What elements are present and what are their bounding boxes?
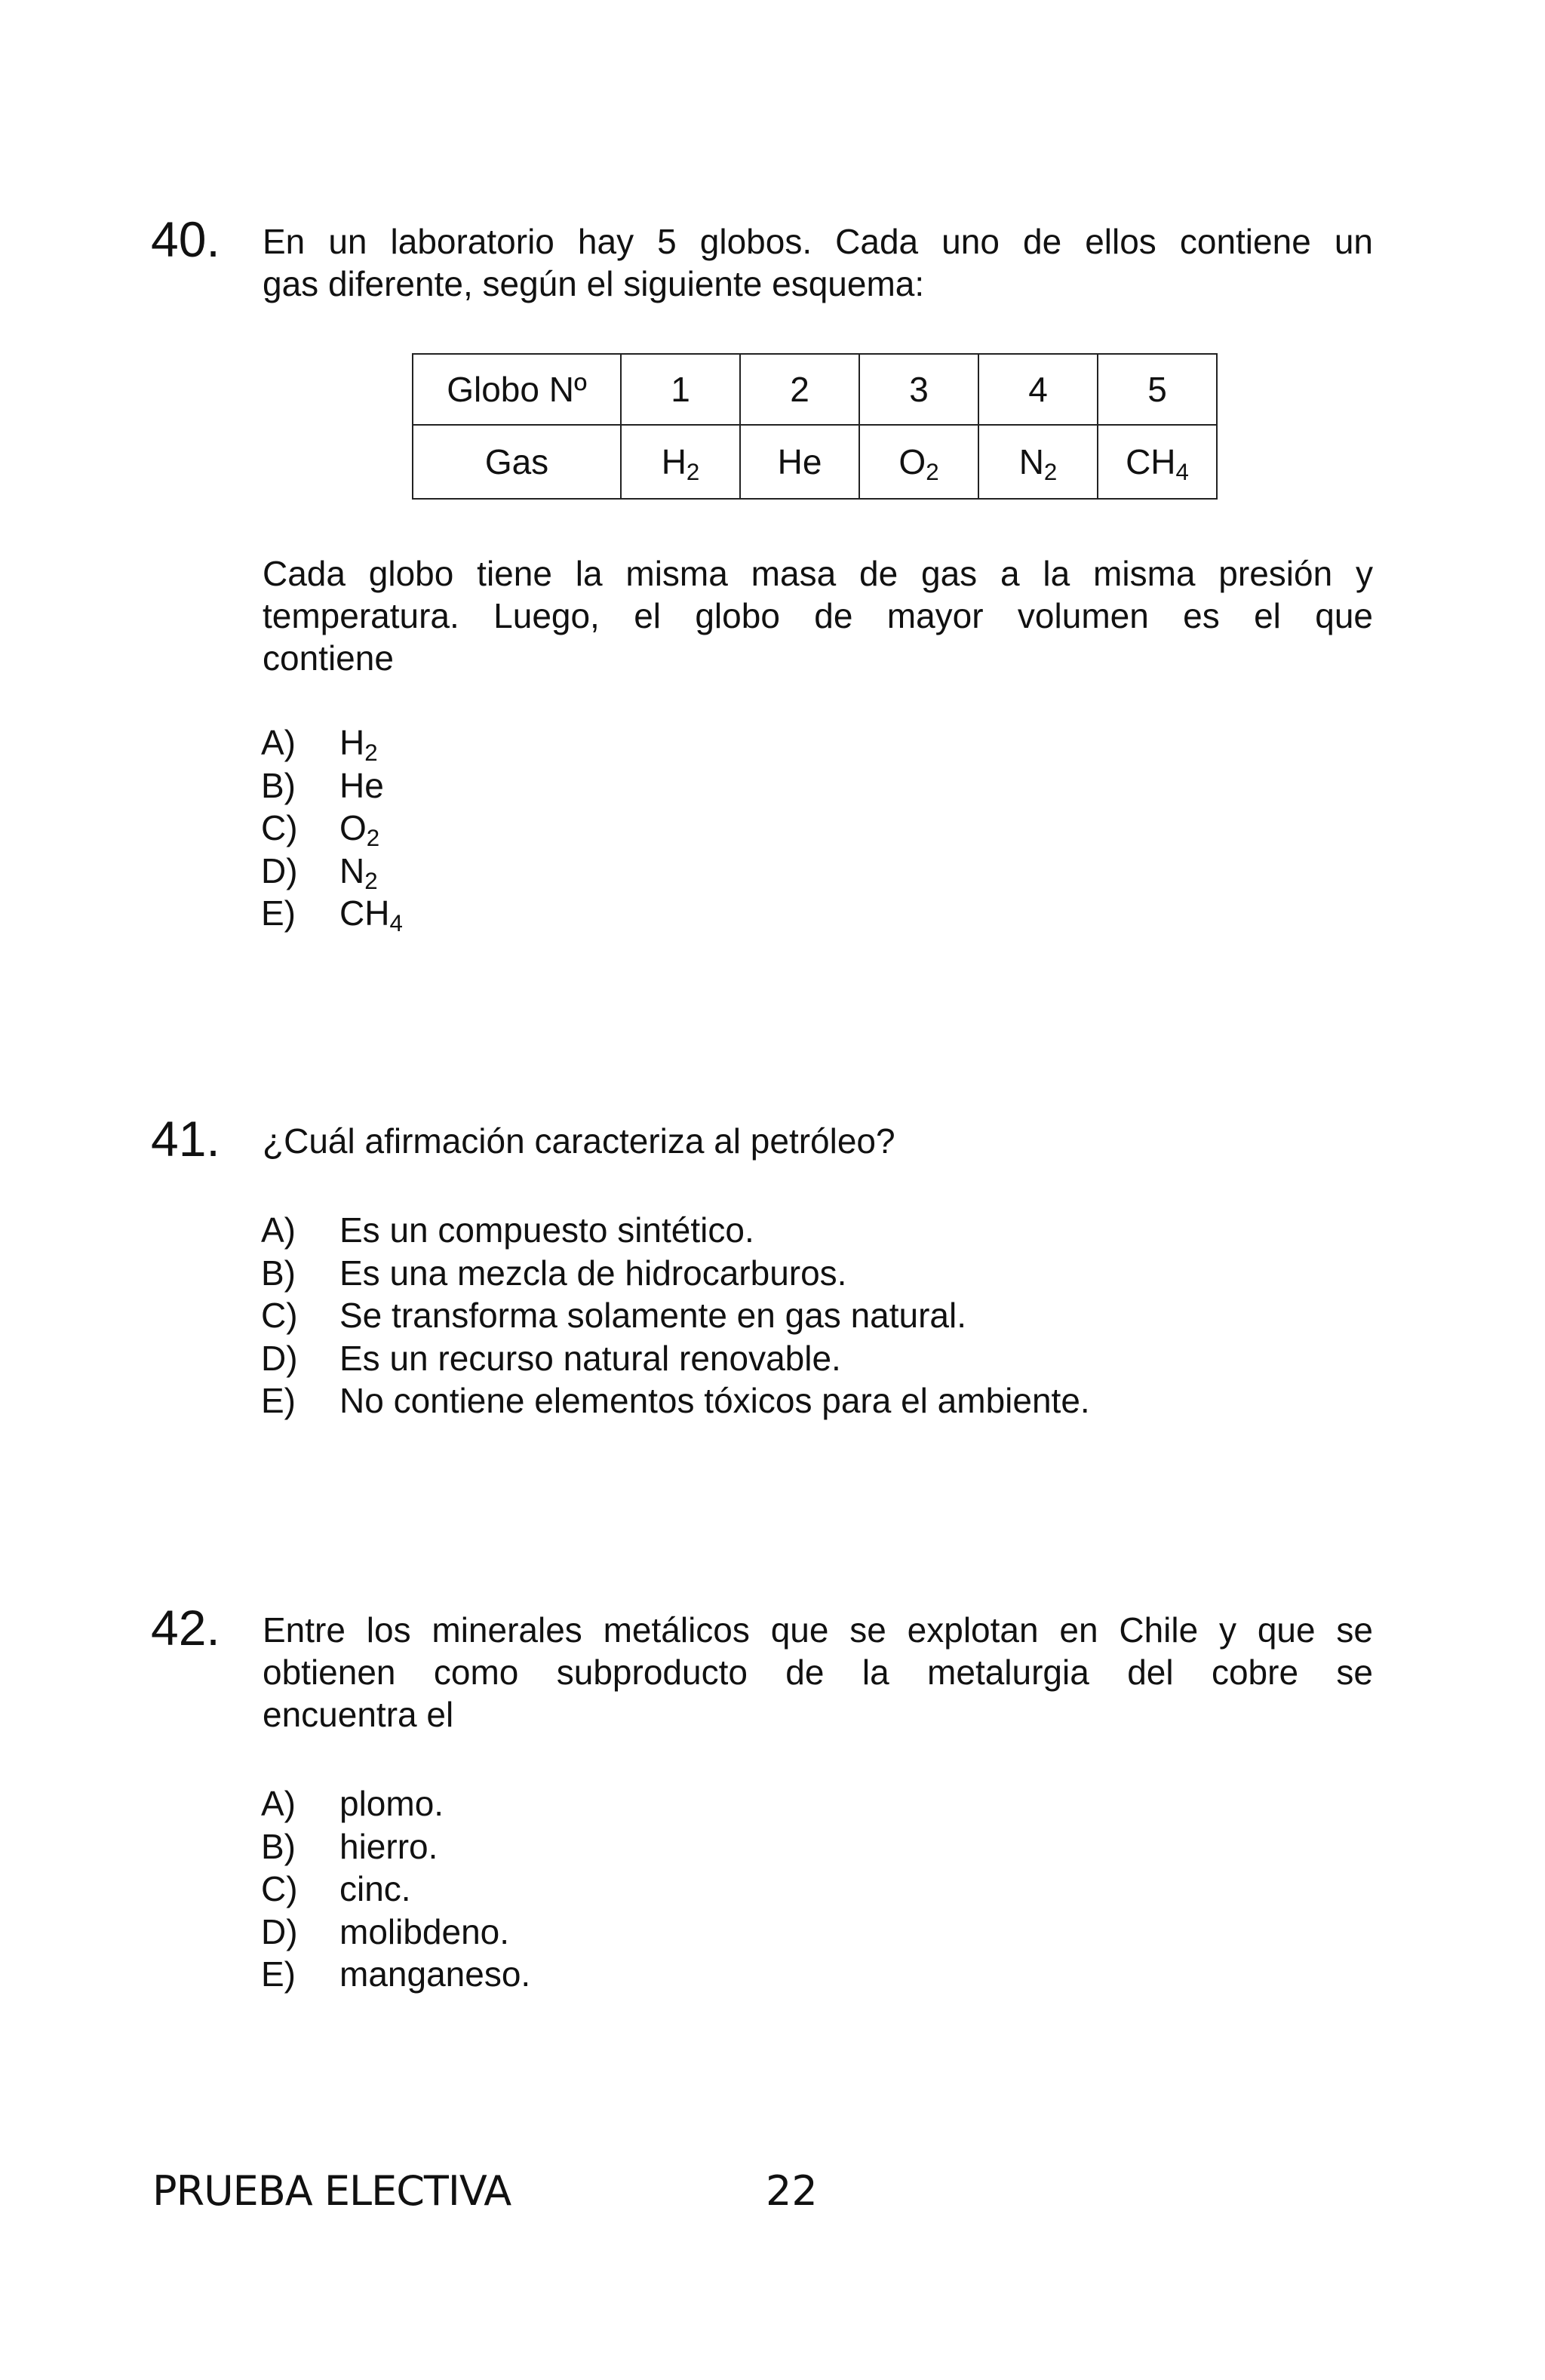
option-a [261,1209,1090,1252]
question-42-options [261,1782,530,1996]
page-number: 22 [766,2167,818,2215]
stem-line: obtienen como subproducto de la metalurgia del cobre se [263,1653,1373,1692]
formula-subscript: 2 [366,824,380,851]
option-c [261,807,403,850]
question-40-prompt [263,552,1373,679]
option-letter: C) [261,1296,298,1335]
option-b [261,764,403,807]
formula-base: He [339,765,384,805]
stem-line: Entre los minerales metálicos que se explotan en Chile y que se [263,1610,1373,1650]
option-d [261,1911,530,1954]
option-formula [339,850,378,893]
option-text: Es un recurso natural renovable. [339,1338,841,1378]
balloon-gas-table [412,353,1218,500]
option-formula [339,892,403,935]
table-cell [1098,425,1217,499]
option-formula [339,764,384,807]
table-cell [978,425,1098,499]
option-letter: D) [261,1338,298,1378]
prompt-line: contiene [263,638,394,678]
option-text: No contiene elementos tóxicos para el ambiente. [339,1381,1090,1420]
question-41-options [261,1209,1090,1422]
prompt-line: Cada globo tiene la misma masa de gas a la misma presión y [263,554,1373,593]
table-cell [621,425,740,499]
formula-base: H [339,723,365,762]
option-b [261,1825,530,1868]
option-letter: E) [261,1381,296,1420]
option-text: manganeso. [339,1954,531,1994]
option-text: plomo. [339,1784,444,1823]
table-cell: 2 [740,354,859,425]
option-text: Se transforma solamente en gas natural. [339,1296,967,1335]
formula-subscript: 2 [364,867,378,894]
option-letter: B) [261,1826,296,1866]
table-cell: 3 [859,354,978,425]
table-cell: 1 [621,354,740,425]
gas-subscript: 4 [1175,458,1189,485]
gas-subscript: 2 [1043,458,1058,485]
question-number-41: 41. [151,1111,220,1167]
option-text: hierro. [339,1826,438,1866]
option-e [261,1953,530,1996]
option-letter: A) [261,1210,296,1250]
option-letter: C) [261,1869,298,1908]
question-40-stem [263,220,1373,305]
option-formula [339,807,379,850]
question-40-options [261,721,403,935]
gas-formula: He [777,442,822,481]
stem-line: encuentra el [263,1695,454,1734]
option-letter: D) [261,1911,298,1951]
option-text: Es una mezcla de hidrocarburos. [339,1253,847,1293]
question-41-stem [263,1120,1373,1162]
formula-base: O [339,808,367,847]
option-letter: B) [261,1253,296,1293]
gas-formula: O [898,442,926,481]
table-header-gas: Gas [413,425,621,499]
gas-subscript: 2 [686,458,700,485]
option-e [261,892,403,935]
option-letter: A) [261,1784,296,1823]
table-cell [859,425,978,499]
footer-label: PRUEBA ELECTIVA [152,2167,511,2215]
question-number-42: 42. [151,1600,220,1656]
option-b [261,1252,1090,1295]
option-letter: C) [261,808,298,847]
option-text: molibdeno. [339,1911,510,1951]
gas-formula: H [661,442,686,481]
option-letter: A) [261,723,296,762]
prompt-line: temperatura. Luego, el globo de mayor volumen es el que [263,596,1373,635]
question-number-40: 40. [151,211,220,267]
option-letter: B) [261,765,296,805]
option-a [261,721,403,764]
gas-subscript: 2 [926,458,939,485]
option-c [261,1868,530,1911]
stem-line: gas diferente, según el siguiente esquema: [263,264,925,303]
question-42-stem [263,1609,1373,1736]
option-text: Es un compuesto sintético. [339,1210,754,1250]
table-row-gas [413,425,1217,499]
table-header-balloon: Globo Nº [413,354,621,425]
gas-formula: N [1018,442,1044,481]
stem-line: ¿Cuál afirmación caracteriza al petróleo? [263,1121,895,1161]
option-d [261,850,403,893]
table-cell: 5 [1098,354,1217,425]
option-a [261,1782,530,1825]
gas-formula: CH [1126,442,1176,481]
table-cell: 4 [978,354,1098,425]
option-letter: E) [261,893,296,933]
stem-line: En un laboratorio hay 5 globos. Cada uno de ellos contiene un [263,222,1373,261]
option-e [261,1379,1090,1422]
option-c [261,1294,1090,1337]
formula-subscript: 4 [389,909,403,936]
formula-base: CH [339,893,390,933]
formula-subscript: 2 [364,739,378,766]
option-letter: E) [261,1954,296,1994]
option-formula [339,721,378,764]
formula-base: N [339,850,365,890]
table-cell [740,425,859,499]
table-row-balloon [413,354,1217,425]
option-text: cinc. [339,1869,411,1908]
option-d [261,1337,1090,1380]
option-letter: D) [261,850,298,890]
